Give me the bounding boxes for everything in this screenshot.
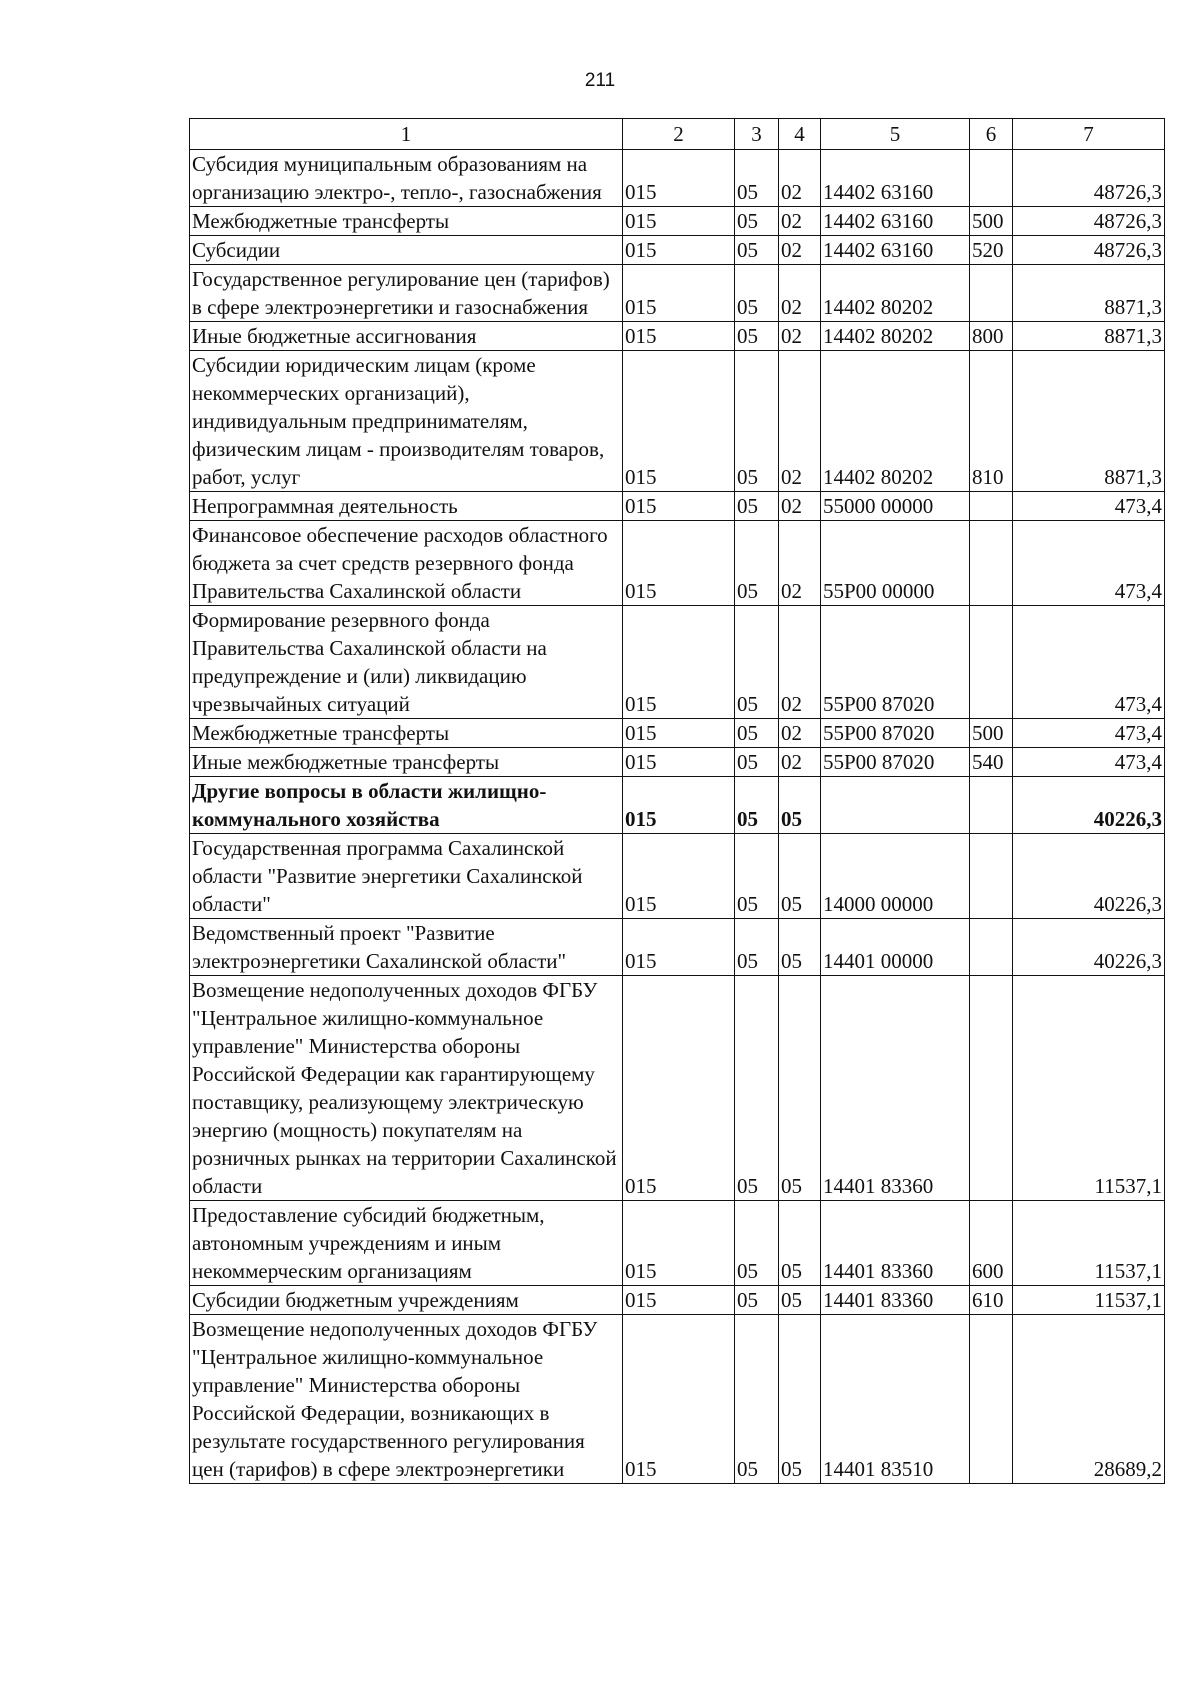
table-row bbox=[190, 492, 1165, 521]
row-code-5-cell: 55Р00 87020 bbox=[821, 719, 970, 748]
row-amount-cell: 473,4 bbox=[1013, 521, 1165, 606]
row-code-6-cell: 500 bbox=[970, 719, 1013, 748]
table-row bbox=[190, 236, 1165, 265]
row-code-3-cell: 05 bbox=[735, 834, 779, 919]
row-code-4-cell: 02 bbox=[779, 492, 821, 521]
table-row bbox=[190, 777, 1165, 834]
row-amount-cell: 8871,3 bbox=[1013, 322, 1165, 351]
row-code-3-cell: 05 bbox=[735, 606, 779, 719]
row-code-2-cell: 015 bbox=[623, 492, 735, 521]
row-code-4-cell: 02 bbox=[779, 521, 821, 606]
header-cell-5: 5 bbox=[821, 119, 970, 150]
row-code-3-cell: 05 bbox=[735, 919, 779, 976]
row-name-cell: Другие вопросы в области жилищно-коммунального хозяйства bbox=[190, 777, 623, 834]
row-code-6-cell: 600 bbox=[970, 1201, 1013, 1286]
row-amount-cell: 48726,3 bbox=[1013, 150, 1165, 207]
row-code-2-cell: 015 bbox=[623, 322, 735, 351]
row-code-4-cell: 05 bbox=[779, 1286, 821, 1315]
table-row bbox=[190, 1286, 1165, 1315]
row-code-6-cell bbox=[970, 265, 1013, 322]
row-name-cell: Субсидии юридическим лицам (кроме некоммерческих организаций), индивидуальным предпринимателям, физическим лицам - производителям товаров, работ, услуг bbox=[190, 351, 623, 492]
header-row bbox=[190, 119, 1165, 150]
row-name-cell: Иные межбюджетные трансферты bbox=[190, 748, 623, 777]
table-row bbox=[190, 748, 1165, 777]
row-code-2-cell: 015 bbox=[623, 919, 735, 976]
table-row bbox=[190, 1315, 1165, 1484]
table-row bbox=[190, 322, 1165, 351]
header-cell-1: 1 bbox=[190, 119, 623, 150]
row-name-cell: Ведомственный проект "Развитие электроэнергетики Сахалинской области" bbox=[190, 919, 623, 976]
row-name-cell: Возмещение недополученных доходов ФГБУ "Центральное жилищно-коммунальное управление" Министерства обороны Российской Федерации, возникающих в результате государственного регулирования цен (тарифов) в сфере электроэнергетики bbox=[190, 1315, 623, 1484]
row-code-2-cell: 015 bbox=[623, 606, 735, 719]
row-code-6-cell: 540 bbox=[970, 748, 1013, 777]
row-amount-cell: 473,4 bbox=[1013, 492, 1165, 521]
row-amount-cell: 8871,3 bbox=[1013, 265, 1165, 322]
row-name-cell: Субсидии bbox=[190, 236, 623, 265]
row-code-3-cell: 05 bbox=[735, 150, 779, 207]
row-code-2-cell: 015 bbox=[623, 1201, 735, 1286]
row-amount-cell: 48726,3 bbox=[1013, 236, 1165, 265]
row-code-5-cell: 14401 83360 bbox=[821, 1201, 970, 1286]
header-cell-6: 6 bbox=[970, 119, 1013, 150]
row-name-cell: Предоставление субсидий бюджетным, автономным учреждениям и иным некоммерческим организациям bbox=[190, 1201, 623, 1286]
row-code-3-cell: 05 bbox=[735, 748, 779, 777]
row-amount-cell: 48726,3 bbox=[1013, 207, 1165, 236]
row-code-4-cell: 02 bbox=[779, 236, 821, 265]
row-code-5-cell: 55Р00 87020 bbox=[821, 606, 970, 719]
row-code-6-cell: 500 bbox=[970, 207, 1013, 236]
row-code-2-cell: 015 bbox=[623, 777, 735, 834]
row-amount-cell: 473,4 bbox=[1013, 719, 1165, 748]
row-name-cell: Финансовое обеспечение расходов областного бюджета за счет средств резервного фонда Правительства Сахалинской области bbox=[190, 521, 623, 606]
row-code-5-cell bbox=[821, 777, 970, 834]
table-row bbox=[190, 834, 1165, 919]
table-row bbox=[190, 351, 1165, 492]
row-amount-cell: 11537,1 bbox=[1013, 976, 1165, 1201]
row-code-4-cell: 02 bbox=[779, 351, 821, 492]
row-code-5-cell: 55Р00 00000 bbox=[821, 521, 970, 606]
row-code-3-cell: 05 bbox=[735, 719, 779, 748]
row-amount-cell: 11537,1 bbox=[1013, 1286, 1165, 1315]
row-name-cell: Возмещение недополученных доходов ФГБУ "Центральное жилищно-коммунальное управление" Министерства обороны Российской Федерации как гарантирующему поставщику, реализующему электрическую энергию (мощность) покупателям на розничных рынках на территории Сахалинской области bbox=[190, 976, 623, 1201]
table-row bbox=[190, 976, 1165, 1201]
table-row bbox=[190, 719, 1165, 748]
row-code-3-cell: 05 bbox=[735, 777, 779, 834]
row-code-5-cell: 55Р00 87020 bbox=[821, 748, 970, 777]
row-code-2-cell: 015 bbox=[623, 265, 735, 322]
row-code-5-cell: 14401 00000 bbox=[821, 919, 970, 976]
row-code-2-cell: 015 bbox=[623, 207, 735, 236]
row-code-3-cell: 05 bbox=[735, 976, 779, 1201]
row-name-cell: Государственная программа Сахалинской области "Развитие энергетики Сахалинской области" bbox=[190, 834, 623, 919]
table-row bbox=[190, 521, 1165, 606]
header-cell-2: 2 bbox=[623, 119, 735, 150]
row-code-4-cell: 02 bbox=[779, 265, 821, 322]
row-name-cell: Иные бюджетные ассигнования bbox=[190, 322, 623, 351]
row-amount-cell: 8871,3 bbox=[1013, 351, 1165, 492]
page-number: 211 bbox=[584, 70, 616, 91]
row-code-5-cell: 14402 63160 bbox=[821, 207, 970, 236]
row-code-2-cell: 015 bbox=[623, 1286, 735, 1315]
row-code-4-cell: 05 bbox=[779, 777, 821, 834]
row-code-4-cell: 02 bbox=[779, 606, 821, 719]
row-code-6-cell bbox=[970, 150, 1013, 207]
row-name-cell: Межбюджетные трансферты bbox=[190, 207, 623, 236]
row-code-2-cell: 015 bbox=[623, 748, 735, 777]
header-cell-3: 3 bbox=[735, 119, 779, 150]
row-code-4-cell: 05 bbox=[779, 1201, 821, 1286]
row-amount-cell: 11537,1 bbox=[1013, 1201, 1165, 1286]
row-code-5-cell: 14402 80202 bbox=[821, 351, 970, 492]
row-code-4-cell: 02 bbox=[779, 719, 821, 748]
row-name-cell: Субсидии бюджетным учреждениям bbox=[190, 1286, 623, 1315]
row-code-5-cell: 14000 00000 bbox=[821, 834, 970, 919]
row-amount-cell: 473,4 bbox=[1013, 748, 1165, 777]
row-code-3-cell: 05 bbox=[735, 207, 779, 236]
row-code-2-cell: 015 bbox=[623, 834, 735, 919]
row-code-3-cell: 05 bbox=[735, 236, 779, 265]
row-amount-cell: 40226,3 bbox=[1013, 777, 1165, 834]
row-code-3-cell: 05 bbox=[735, 1315, 779, 1484]
row-code-3-cell: 05 bbox=[735, 351, 779, 492]
row-code-2-cell: 015 bbox=[623, 1315, 735, 1484]
header-cell-7: 7 bbox=[1013, 119, 1165, 150]
row-code-6-cell bbox=[970, 492, 1013, 521]
row-code-2-cell: 015 bbox=[623, 150, 735, 207]
row-code-4-cell: 02 bbox=[779, 322, 821, 351]
row-code-3-cell: 05 bbox=[735, 1201, 779, 1286]
row-code-2-cell: 015 bbox=[623, 521, 735, 606]
row-code-5-cell: 14402 80202 bbox=[821, 322, 970, 351]
row-code-2-cell: 015 bbox=[623, 236, 735, 265]
row-code-6-cell: 800 bbox=[970, 322, 1013, 351]
table-row bbox=[190, 606, 1165, 719]
row-code-4-cell: 05 bbox=[779, 1315, 821, 1484]
row-code-5-cell: 14401 83360 bbox=[821, 1286, 970, 1315]
row-name-cell: Субсидия муниципальным образованиям на организацию электро-, тепло-, газоснабжения bbox=[190, 150, 623, 207]
row-amount-cell: 473,4 bbox=[1013, 606, 1165, 719]
row-code-6-cell bbox=[970, 919, 1013, 976]
row-name-cell: Государственное регулирование цен (тарифов) в сфере электроэнергетики и газоснабжения bbox=[190, 265, 623, 322]
row-code-4-cell: 02 bbox=[779, 207, 821, 236]
row-code-3-cell: 05 bbox=[735, 521, 779, 606]
row-code-5-cell: 14402 63160 bbox=[821, 150, 970, 207]
row-amount-cell: 40226,3 bbox=[1013, 834, 1165, 919]
table-row bbox=[190, 919, 1165, 976]
row-code-6-cell: 520 bbox=[970, 236, 1013, 265]
row-code-6-cell: 810 bbox=[970, 351, 1013, 492]
row-code-4-cell: 05 bbox=[779, 976, 821, 1201]
row-code-6-cell: 610 bbox=[970, 1286, 1013, 1315]
header-cell-4: 4 bbox=[779, 119, 821, 150]
row-name-cell: Межбюджетные трансферты bbox=[190, 719, 623, 748]
row-code-3-cell: 05 bbox=[735, 492, 779, 521]
row-code-5-cell: 55000 00000 bbox=[821, 492, 970, 521]
table-row bbox=[190, 1201, 1165, 1286]
row-code-4-cell: 05 bbox=[779, 834, 821, 919]
row-code-6-cell bbox=[970, 521, 1013, 606]
row-code-2-cell: 015 bbox=[623, 351, 735, 492]
row-code-6-cell bbox=[970, 834, 1013, 919]
row-code-3-cell: 05 bbox=[735, 1286, 779, 1315]
row-code-5-cell: 14402 80202 bbox=[821, 265, 970, 322]
row-code-3-cell: 05 bbox=[735, 265, 779, 322]
table-row bbox=[190, 207, 1165, 236]
row-code-6-cell bbox=[970, 777, 1013, 834]
row-code-6-cell bbox=[970, 606, 1013, 719]
budget-table bbox=[189, 118, 1165, 1484]
row-amount-cell: 40226,3 bbox=[1013, 919, 1165, 976]
row-name-cell: Формирование резервного фонда Правительства Сахалинской области на предупреждение и (или) ликвидацию чрезвычайных ситуаций bbox=[190, 606, 623, 719]
row-code-2-cell: 015 bbox=[623, 719, 735, 748]
table-row bbox=[190, 150, 1165, 207]
row-code-5-cell: 14401 83360 bbox=[821, 976, 970, 1201]
row-code-4-cell: 05 bbox=[779, 919, 821, 976]
row-code-6-cell bbox=[970, 1315, 1013, 1484]
row-name-cell: Непрограммная деятельность bbox=[190, 492, 623, 521]
row-amount-cell: 28689,2 bbox=[1013, 1315, 1165, 1484]
row-code-5-cell: 14402 63160 bbox=[821, 236, 970, 265]
row-code-6-cell bbox=[970, 976, 1013, 1201]
row-code-5-cell: 14401 83510 bbox=[821, 1315, 970, 1484]
row-code-2-cell: 015 bbox=[623, 976, 735, 1201]
table-row bbox=[190, 265, 1165, 322]
row-code-4-cell: 02 bbox=[779, 150, 821, 207]
row-code-3-cell: 05 bbox=[735, 322, 779, 351]
row-code-4-cell: 02 bbox=[779, 748, 821, 777]
